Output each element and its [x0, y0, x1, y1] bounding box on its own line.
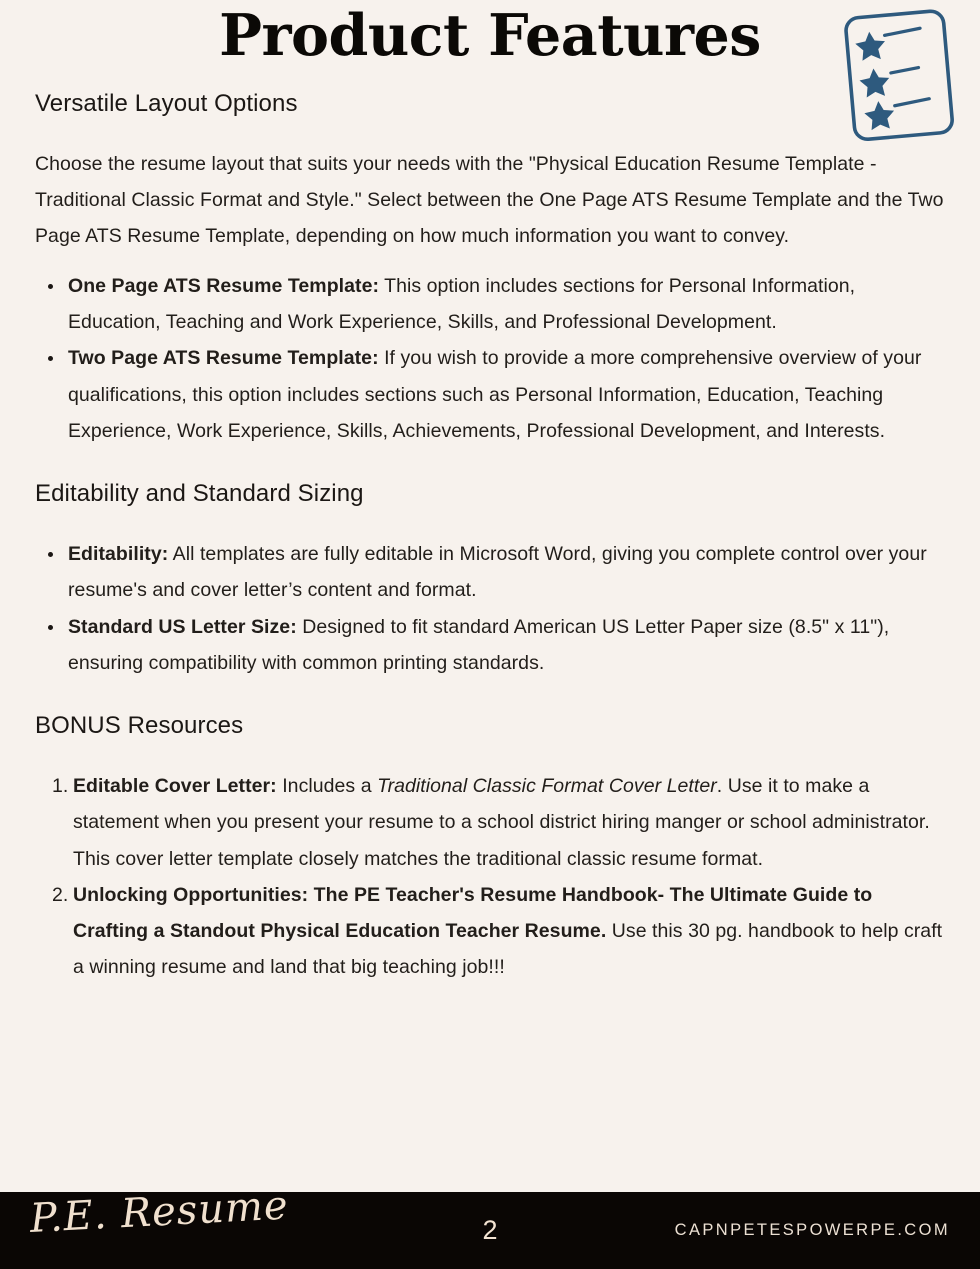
list-item-lead: One Page ATS Resume Template: [68, 274, 380, 297]
list-item-lead: Two Page ATS Resume Template: [68, 347, 379, 370]
list-item [35, 877, 945, 986]
list-item-text: Designed to fit standard American US Letter Paper size (8.5" x 11"), ensuring compatibility with common printing standards. [68, 615, 890, 674]
list-item [35, 609, 945, 682]
page-title: Product Features [219, 2, 761, 69]
layout-options-list [35, 268, 945, 449]
list-item-lead: Editability: [68, 542, 169, 565]
section-heading-bonus-resources: BONUS Resources [35, 712, 244, 740]
footer-brand-logo: P.E. Resume [28, 1182, 290, 1242]
list-item-italic: Traditional Classic Format Cover Letter [377, 774, 717, 797]
list-item-text: Use this 30 pg. handbook to help craft a winning resume and land that big teaching job!!! [73, 920, 943, 979]
footer-page-number: 2 [482, 1215, 498, 1245]
list-item [35, 340, 945, 449]
editability-list [35, 536, 945, 681]
page-footer [0, 1182, 980, 1269]
footer-website-url: CAPNPETESPOWERPE.COM [674, 1221, 950, 1239]
intro-paragraph: Choose the resume layout that suits your needs with the "Physical Education Resume Template - Traditional Classic Format and Style." Select between the One Page ATS Resume Template and the Two Page ATS Resume Template, depending on how much information you want to convey. [35, 152, 944, 248]
list-item-lead: Unlocking Opportunities: The PE Teacher's Resume Handbook- The Ultimate Guide to Crafting a Standout Physical Education Teacher Resume. [73, 883, 873, 943]
section-heading-editability-and-standard-sizing: Editability and Standard Sizing [35, 480, 364, 508]
list-item-text: This option includes sections for Personal Information, Education, Teaching and Work Experience, Skills, and Professional Development. [68, 274, 856, 333]
list-item-lead: Editable Cover Letter: [73, 774, 277, 797]
section-heading-versatile-layout-options: Versatile Layout Options [35, 90, 298, 117]
list-item [35, 536, 945, 609]
document-body [35, 90, 945, 986]
list-item [35, 768, 945, 877]
list-item-text: All templates are fully editable in Microsoft Word, giving you complete control over your resume's and cover letter’s content and format. [68, 542, 927, 602]
list-item-lead: Standard US Letter Size: [68, 615, 297, 638]
list-item [35, 268, 945, 341]
list-item-text: Includes a [276, 774, 378, 797]
list-item-text-tail: . Use it to make a statement when you present your resume to a school district hiring manger or school administrator. This cover letter template closely matches the traditional classic resume format. [73, 774, 930, 870]
list-item-text: If you wish to provide a more comprehensive overview of your qualifications, this option includes sections such as Personal Information, Education, Teaching Experience, Work Experience, Skills, Achievements, Professional Development, and Interests. [68, 347, 922, 442]
bonus-resources-list [35, 768, 945, 986]
